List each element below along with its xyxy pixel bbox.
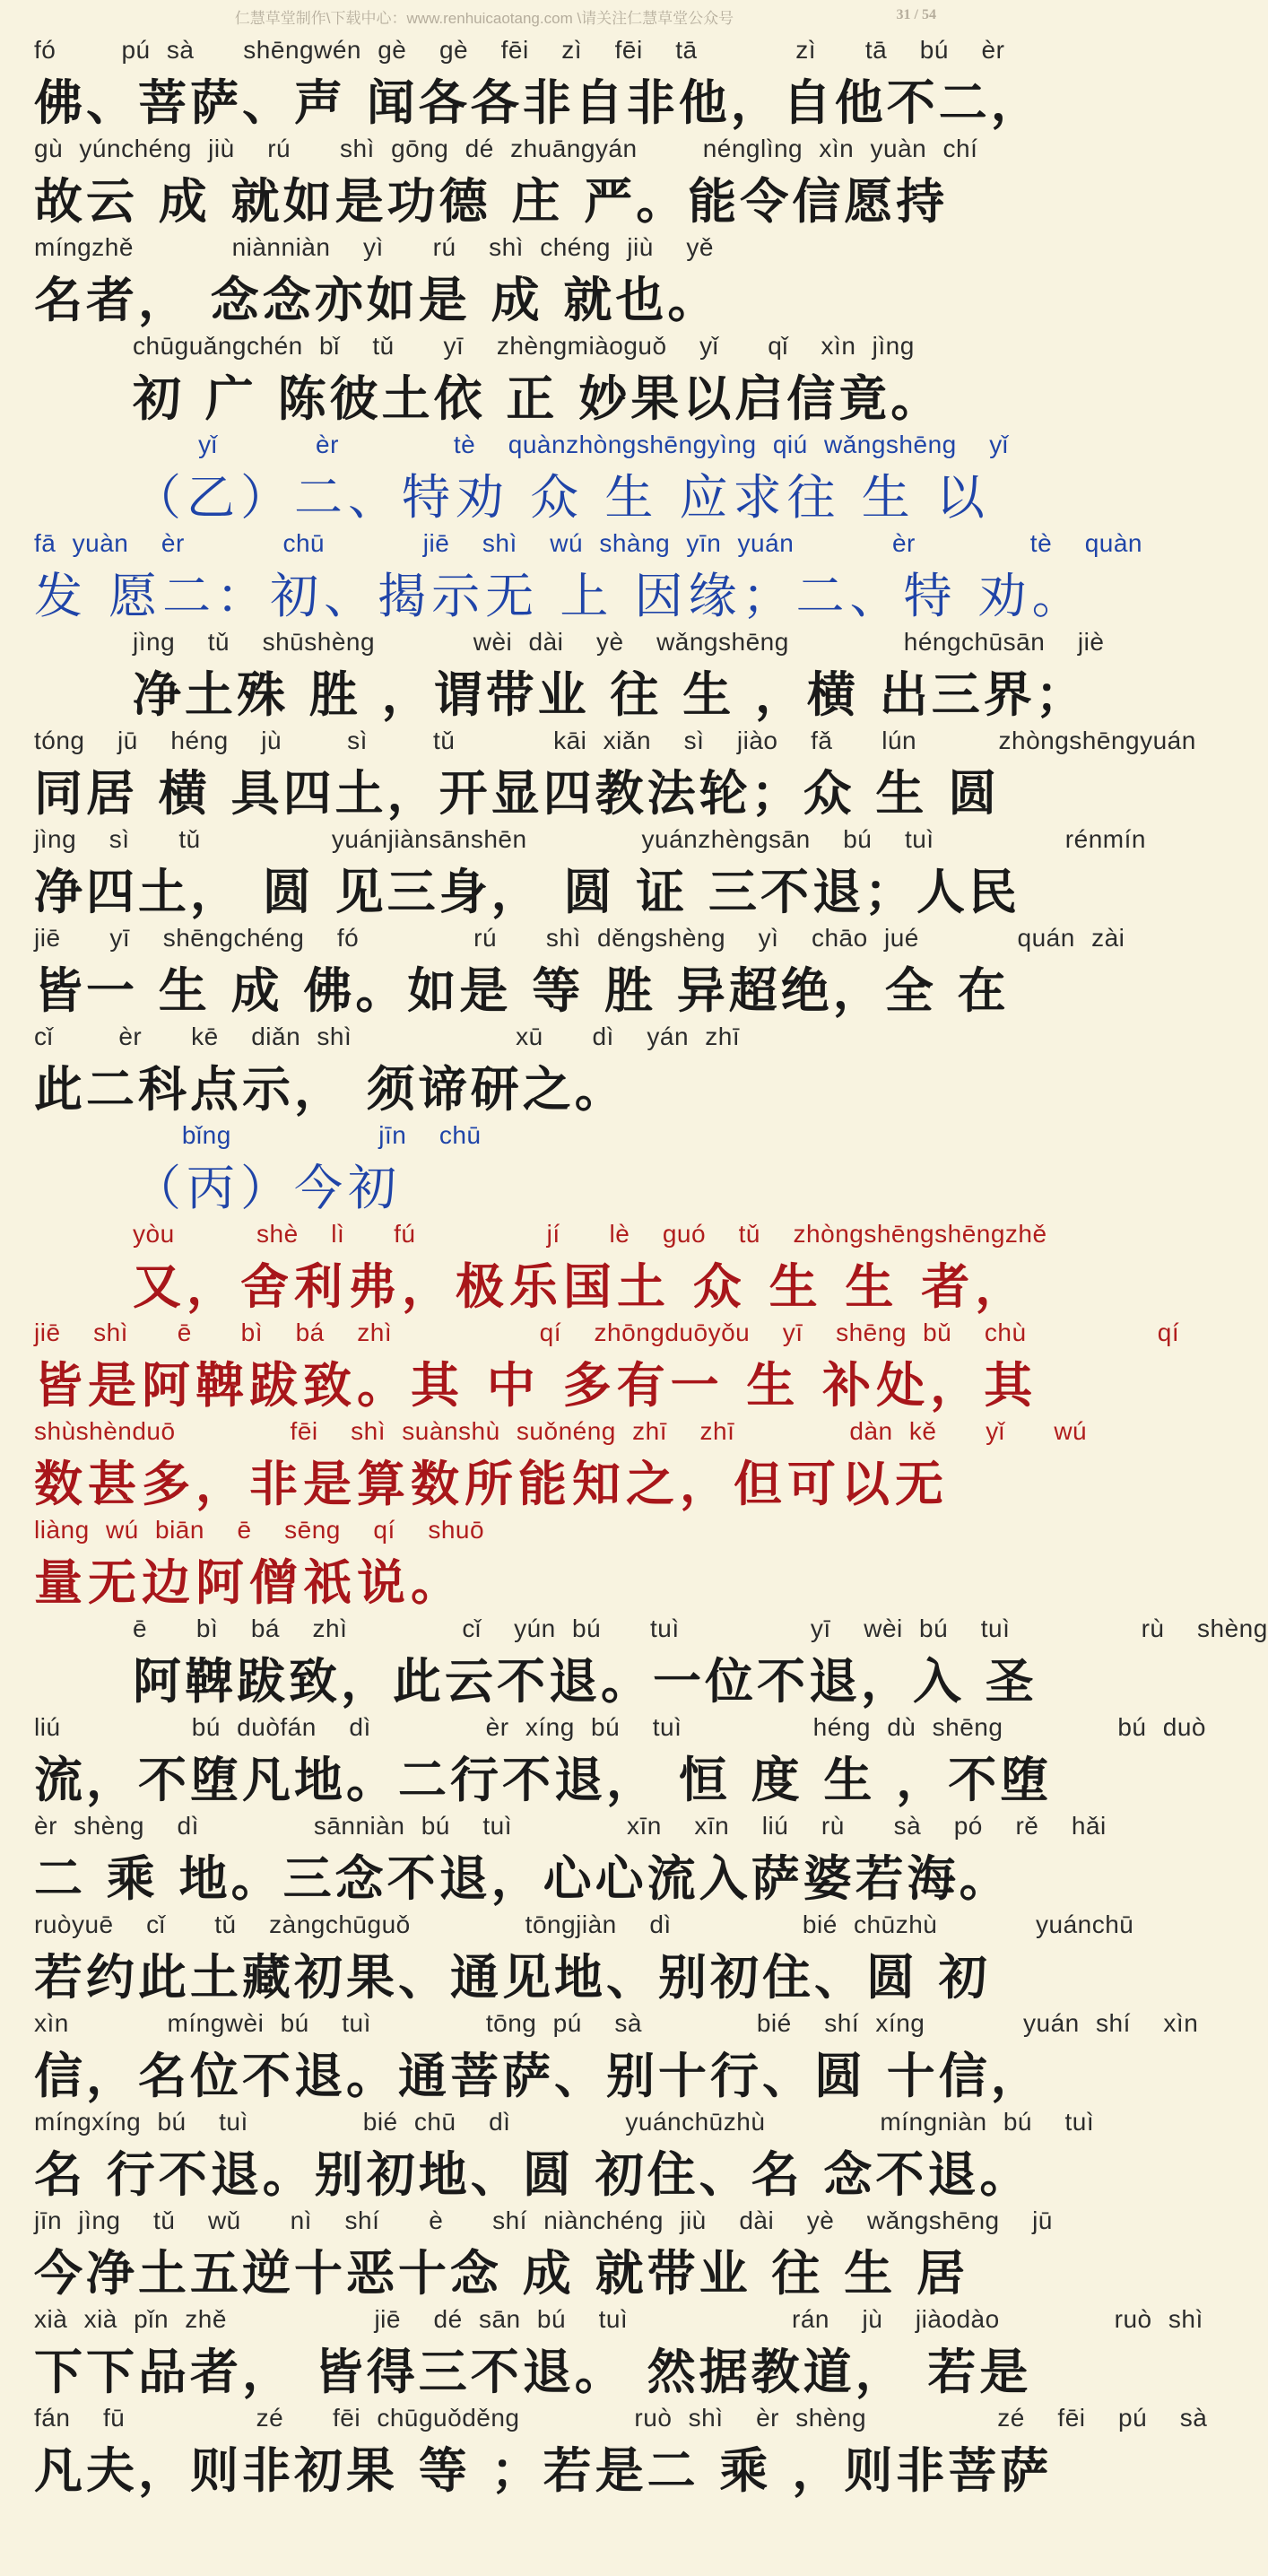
text-line [0,1317,1180,1415]
hanzi-text: 皆一 生 成 佛。如是 等 胜 异超绝，全 在 [34,962,1010,1019]
text-line [0,1810,1107,1909]
hanzi-text: 流，不堕凡地。二行不退， 恒 度 生 ，不堕 [34,1752,1053,1808]
text-line [0,1021,968,1119]
hanzi-text: 下下品者， 皆得三不退。 然据教道， 若是 [34,2344,1032,2400]
text-line [0,922,1125,1021]
hanzi-text: 若约此土藏初果、通见地、别初住、圆 初 [34,1949,991,2006]
hanzi-text: 发 愿二：初、揭示无 上 因缘；二、特 劝。 [34,568,1086,624]
hanzi-text: （丙）今初 [133,1160,402,1216]
pinyin-annotation: míngzhě niànniàn yì rú shì chéng jiù yě [34,233,714,261]
text-line [0,1711,1207,1810]
hanzi-text: 数甚多，非是算数所能知之，但可以无 [34,1456,949,1512]
hanzi-text: 同居 横 具四土，开显四教法轮；众 生 圆 [34,765,1001,822]
text-line [0,133,978,231]
pinyin-annotation: ē bì bá zhì cǐ yún bú tuì yī wèi bú tuì rù shèng [133,1614,1268,1642]
hanzi-text: 二 乘 地。三念不退，心心流入萨婆若海。 [34,1850,1012,1907]
pinyin-annotation: fán fū zé fēi chūguǒděng ruò shì èr shèng zé fēi pú sà [34,2404,1208,2432]
pinyin-annotation: jìng tǔ shūshèng wèi dài yè wǎngshēng héngchūsān jiè [133,628,1105,656]
hanzi-text: 名者， 念念亦如是 成 就也。 [34,272,720,328]
text-line [0,330,968,429]
hanzi-text: （乙）二、特劝 众 生 应求往 生 以 [133,469,990,526]
hanzi-text: 初 广 陈彼土依 正 妙果以启信竟。 [133,370,943,427]
pinyin-annotation: jīn jìng tǔ wǔ nì shí è shí niànchéng jiù dài yè wǎngshēng jū [34,2206,1053,2234]
pinyin-annotation: jiē yī shēngchéng fó rú shì děngshèng yì chāo jué quán zài [34,924,1125,952]
text-line [0,823,1146,922]
pinyin-annotation: xià xià pǐn zhě jiē dé sān bú tuì rán jù jiàodào ruò shì [34,2305,1203,2333]
hanzi-text: 又，舍利弗，极乐国土 众 生 生 者， [133,1258,1029,1315]
pinyin-annotation: èr shèng dì sānniàn bú tuì xīn xīn liú rù sà pó rě hǎi [34,1812,1107,1840]
pinyin-annotation: liàng wú biān ē sēng qí shuō [34,1516,485,1544]
hanzi-text: 名 行不退。别初地、圆 初住、名 念不退。 [34,2146,1032,2203]
hanzi-text: 阿鞞跋致，此云不退。一位不退，入 圣 [133,1653,1038,1710]
hanzi-text: 凡夫，则非初果 等 ；若是二 乘 ，则非菩萨 [34,2442,1053,2499]
text-line [0,231,968,330]
text-line [0,1613,1268,1711]
text-line [0,2205,1053,2303]
hanzi-text: 净四土， 圆 见三身， 圆 证 三不退；人民 [34,864,1020,920]
pinyin-annotation: shùshènduō fēi shì suànshù suǒnéng zhī zhī dàn kě yǐ wú [34,1417,1088,1445]
pinyin-annotation: ruòyuē cǐ tǔ zàngchūguǒ tōngjiàn dì bié chūzhù yuánchū [34,1910,1134,1938]
pinyin-annotation: jìng sì tǔ yuánjiànsānshēn yuánzhèngsān bú tuì rénmín [34,825,1146,853]
text-line [0,1218,1047,1317]
hanzi-text: 佛、菩萨、声 闻各各非自非他，自他不二， [34,74,1043,131]
page-number: 31 / 54 [896,7,936,22]
pinyin-annotation: chūguǎngchén bǐ tǔ yī zhèngmiàoguǒ yǐ qǐ xìn jìng [133,332,915,360]
hanzi-text: 此二科点示， 须谛研之。 [34,1061,627,1118]
text-line [0,2007,1199,2106]
text-line [0,1415,1088,1514]
header-title: 仁慧草堂制作\下载中心：www.renhuicaotang.com \请关注仁慧草堂公众号 [234,10,734,27]
text-line [0,2402,1208,2501]
text-line [0,429,1009,527]
text-line [0,2303,1203,2402]
pinyin-annotation: cǐ èr kē diǎn shì xū dì yán zhī [34,1023,741,1050]
hanzi-text: 皆是阿鞞跋致。其 中 多有一 生 补处，其 [34,1357,1038,1414]
hanzi-text: 净土殊 胜 ，谓带业 往 生 ，横 出三界； [133,666,1088,723]
text-line [0,34,1043,133]
page-header [0,0,968,29]
pinyin-annotation: míngxíng bú tuì bié chū dì yuánchūzhù míngniàn bú tuì [34,2108,1095,2136]
pinyin-annotation: tóng jū héng jù sì tǔ kāi xiǎn sì jiào fǎ lún zhòngshēngyuán [34,727,1196,754]
pinyin-annotation: yǐ èr tè quànzhòngshēngyìng qiú wǎngshēng yǐ [133,431,1009,458]
pinyin-annotation: yòu shè lì fú jí lè guó tǔ zhòngshēngshēngzhě [133,1220,1047,1248]
text-body [0,34,1268,2501]
text-line [0,2106,1095,2205]
pinyin-annotation: fó pú sà shēngwén gè gè fēi zì fēi tā zì tā bú èr [34,36,1005,64]
pinyin-annotation: liú bú duòfán dì èr xíng bú tuì héng dù shēng bú duò [34,1713,1207,1741]
text-line [0,1514,968,1613]
text-line [0,527,1142,626]
text-line [0,1909,1134,2007]
pinyin-annotation: xìn míngwèi bú tuì tōng pú sà bié shí xíng yuán shí xìn [34,2009,1199,2037]
pinyin-annotation: fā yuàn èr chū jiē shì wú shàng yīn yuán èr tè quàn [34,529,1142,557]
pinyin-annotation: jiē shì ē bì bá zhì qí zhōngduōyǒu yī shēng bǔ chù qí [34,1318,1180,1346]
text-line [0,626,1105,725]
hanzi-text: 今净土五逆十恶十念 成 就带业 往 生 居 [34,2245,968,2302]
pinyin-annotation: gù yúnchéng jiù rú shì gōng dé zhuāngyán nénglìng xìn yuàn chí [34,135,978,162]
hanzi-text: 信，名位不退。通菩萨、别十行、圆 十信， [34,2048,1043,2104]
hanzi-text: 故云 成 就如是功德 庄 严。能令信愿持 [34,173,949,230]
pinyin-annotation: bǐng jīn chū [133,1121,482,1149]
text-line [0,725,1196,823]
text-line [0,1119,968,1218]
hanzi-text: 量无边阿僧祇说。 [34,1554,465,1611]
